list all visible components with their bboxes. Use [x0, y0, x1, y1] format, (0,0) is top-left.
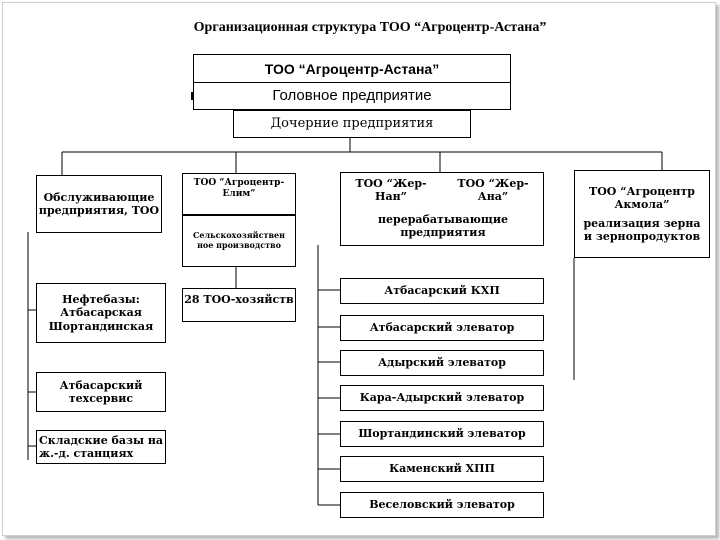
agri-production-label: Сельскохозяйственное производство	[193, 230, 285, 250]
kamensky-hpp-box	[340, 456, 544, 482]
adyr-elevator-box	[340, 350, 544, 376]
zher-ana-label: ТОО “Жер-Ана”	[457, 177, 529, 203]
warehouses-box	[36, 430, 166, 464]
veselovsky-elevator-label: Веселовский элеватор	[369, 498, 515, 512]
page-title: Организационная структура ТОО “Агроцентр-Астана”	[193, 20, 547, 35]
agrocentr-elim-box	[182, 173, 296, 215]
kara-adyr-elevator-box	[340, 385, 544, 411]
farms-box	[182, 288, 296, 322]
top-company-box	[193, 54, 511, 84]
atbasar-khp-label: Атбасарский КХП	[384, 284, 500, 298]
techservice-box	[36, 372, 166, 412]
agri-production-box	[182, 215, 296, 267]
service-enterprises-box	[36, 175, 162, 233]
top-company-label: ТОО “Агроцентр-Астана”	[264, 60, 440, 77]
agrocentr-akmola-box	[574, 170, 710, 258]
shortandy-elevator-label: Шортандинский элеватор	[358, 427, 526, 441]
processing-label: перерабатывающие предприятия	[378, 213, 508, 239]
grain-sales-label: реализация зерна и зернопродуктов	[583, 217, 701, 244]
service-enterprises-label: Обслуживающие предприятия, ТОО	[38, 190, 160, 217]
oil-depots-label: Нефтебазы: Атбасарская Шортандинская	[48, 293, 154, 333]
agrocentr-akmola-label: ТОО “Агроцентр Акмола”	[589, 184, 695, 211]
subsidiaries-label: Дочерние предприятия	[270, 116, 434, 132]
agrocentr-elim-label: ТОО “Агроцентр-Елим”	[193, 178, 285, 199]
oil-depots-box	[36, 283, 166, 343]
processing-enterprises-box	[340, 172, 544, 246]
techservice-label: Атбасарский техсервис	[59, 378, 143, 405]
subsidiaries-box	[233, 110, 471, 138]
kara-adyr-elevator-label: Кара-Адырский элеватор	[359, 391, 525, 405]
zher-nan-label: ТОО “Жер-Нан”	[355, 177, 427, 203]
head-enterprise-box	[193, 82, 511, 110]
atbasar-elevator-box	[340, 315, 544, 341]
warehouses-label: Складские базы на ж.-д. станциях	[39, 433, 164, 460]
head-enterprise-label: Головное предприятие	[272, 87, 432, 104]
adyr-elevator-label: Адырский элеватор	[378, 356, 506, 370]
atbasar-khp-box	[340, 278, 544, 304]
farms-label: 28 ТОО-хозяйств	[184, 293, 294, 306]
veselovsky-elevator-box	[340, 492, 544, 518]
shortandy-elevator-box	[340, 421, 544, 447]
atbasar-elevator-label: Атбасарский элеватор	[369, 321, 515, 335]
kamensky-hpp-label: Каменский ХПП	[389, 462, 495, 476]
